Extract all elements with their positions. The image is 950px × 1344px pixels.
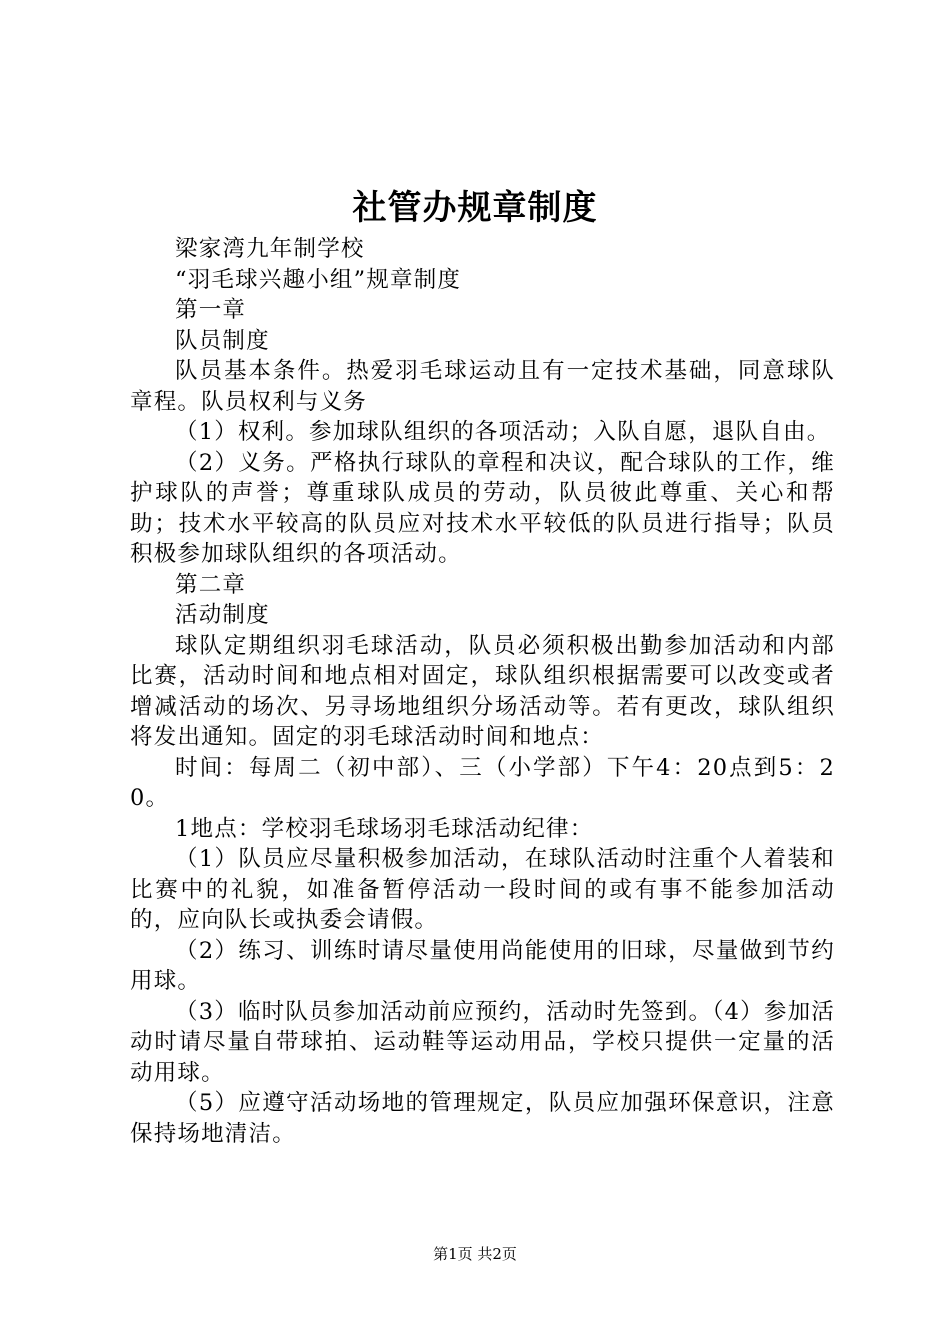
paragraph: （2）练习、训练时请尽量使用尚能使用的旧球，尽量做到节约用球。: [130, 937, 835, 994]
paragraph: 1地点：学校羽毛球场羽毛球活动纪律：: [175, 815, 594, 842]
paragraph: 队员制度: [175, 327, 270, 354]
paragraph: （3）临时队员参加活动前应预约，活动时先签到。（4）参加活动时请尽量自带球拍、运动鞋等运动用品，学校只提供一定量的活动用球。: [130, 998, 835, 1086]
paragraph: 活动制度: [175, 602, 270, 628]
paragraph: （2）义务。严格执行球队的章程和决议，配合球队的工作，维护球队的声誉；尊重球队成员的劳动，队员彼此尊重、关心和帮助；技术水平较高的队员应对技术水平较低的队员进行指导；队员积极参加球队组织的各项活动。: [130, 449, 835, 567]
paragraph: （5）应遵守活动场地的管理规定，队员应加强环保意识，注意保持场地清洁。: [130, 1090, 835, 1147]
paragraph: 球队定期组织羽毛球活动，队员必须积极出勤参加活动和内部比赛，活动时间和地点相对固定，球队组织根据需要可以改变或者增减活动的场次、另寻场地组织分场活动等。若有更改，球队组织将发出通知。固定的羽毛球活动时间和地点：: [130, 632, 835, 750]
paragraph: 时间：每周二（初中部）、三（小学部）下午4：20点到5：20。: [130, 754, 835, 811]
paragraph: 梁家湾九年制学校: [175, 236, 365, 262]
document-body: [130, 234, 835, 1149]
paragraph: （1）权利。参加球队组织的各项活动；入队自愿，退队自由。: [175, 419, 831, 445]
document-title: 社管办规章制度: [352, 188, 598, 228]
paragraph: （1）队员应尽量积极参加活动，在球队活动时注重个人着装和比赛中的礼貌，如准备暂停活动一段时间的或有事不能参加活动的，应向队长或执委会请假。: [130, 846, 835, 933]
paragraph: 第二章: [175, 571, 247, 598]
paragraph: 第一章: [175, 297, 247, 323]
paragraph: “羽毛球兴趣小组”规章制度: [175, 266, 462, 293]
paragraph: 队员基本条件。热爱羽毛球运动且有一定技术基础，同意球队章程。队员权利与义务: [130, 358, 835, 415]
page-footer: 第1页 共2页: [433, 1245, 517, 1263]
